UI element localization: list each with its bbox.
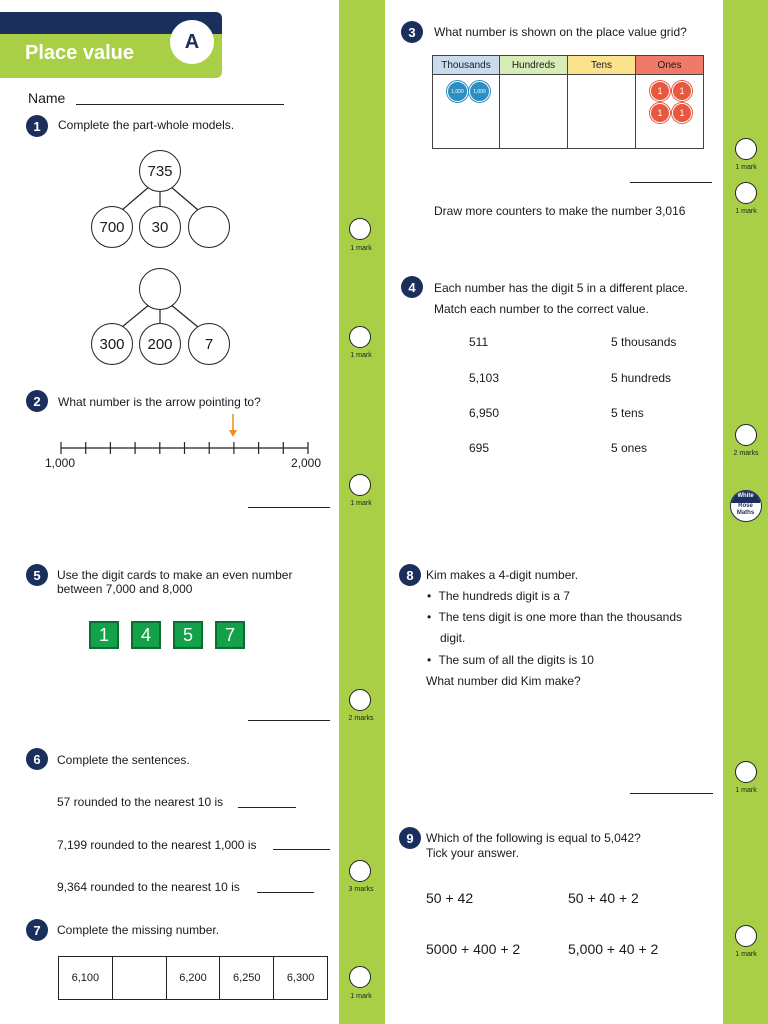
ones-counter: 1 xyxy=(672,103,692,123)
grid-header-thousands: Thousands xyxy=(433,56,500,75)
q7-mark-label: 1 mark xyxy=(350,993,372,1000)
digit-card-5[interactable]: 5 xyxy=(173,621,203,649)
q3-mark-label: 1 mark xyxy=(735,164,757,171)
grid-cell-hundreds[interactable] xyxy=(500,75,568,148)
place-value-grid xyxy=(432,55,704,149)
match-number-3[interactable]: 6,950 xyxy=(469,406,500,420)
q8-bullet-1-text: The hundreds digit is a 7 xyxy=(438,589,570,603)
q2-mark-box[interactable] xyxy=(349,474,371,496)
q3-draw-prompt: Draw more counters to make the number 3,016 xyxy=(434,204,686,218)
grid-cell-tens[interactable] xyxy=(568,75,636,148)
match-number-1[interactable]: 511 xyxy=(469,335,489,349)
grid-cell-ones[interactable] xyxy=(636,75,703,148)
digit-card-1[interactable]: 1 xyxy=(89,621,119,649)
q9-option-1[interactable]: 50 + 42 xyxy=(426,890,474,906)
track-cell: 6,100 xyxy=(59,957,113,999)
q8-question: What number did Kim make? xyxy=(426,674,581,688)
thousands-counter: 1,000 xyxy=(447,81,468,102)
model1-part-2: 30 xyxy=(139,206,181,248)
q8-mark-label: 1 mark xyxy=(735,787,757,794)
q3-mark-box[interactable] xyxy=(735,138,757,160)
q9-option-4[interactable]: 5,000 + 40 + 2 xyxy=(568,941,659,957)
q5-prompt-line2: between 7,000 and 8,000 xyxy=(57,582,193,596)
match-value-2[interactable]: 5 hundreds xyxy=(611,371,672,385)
q1-number: 1 xyxy=(26,115,48,137)
q6-answer-1[interactable] xyxy=(238,807,296,808)
q8-mark-box[interactable] xyxy=(735,761,757,783)
q2-answer-line[interactable] xyxy=(248,507,330,508)
number-track xyxy=(58,956,328,1000)
q6-mark-box[interactable] xyxy=(349,860,371,882)
number-line xyxy=(50,410,320,460)
q6-mark-label: 3 marks xyxy=(348,886,374,893)
logo-line-2: Rose xyxy=(738,503,753,509)
numberline-start-label: 1,000 xyxy=(45,456,76,470)
q1b-mark-box[interactable] xyxy=(349,326,371,348)
q6-answer-2[interactable] xyxy=(273,849,330,850)
white-rose-maths-logo xyxy=(730,490,762,522)
track-cell: 6,300 xyxy=(286,972,315,984)
q8-number: 8 xyxy=(399,564,421,586)
q4-mark-label: 2 marks xyxy=(733,450,759,457)
q1-mark-box[interactable] xyxy=(349,218,371,240)
model1-whole: 735 xyxy=(139,150,181,192)
q8-bullet-1: • The hundreds digit is a 7 xyxy=(427,589,570,603)
q4-number: 4 xyxy=(401,276,423,298)
q1-mark-label: 1 mark xyxy=(350,245,372,252)
q3-answer-line[interactable] xyxy=(630,182,712,183)
grid-header-tens: Tens xyxy=(568,56,636,75)
ones-counter: 1 xyxy=(672,81,692,101)
q2-mark-label: 1 mark xyxy=(350,500,372,507)
q8-answer-line[interactable] xyxy=(630,793,713,794)
q7-mark-box[interactable] xyxy=(349,966,371,988)
q6-answer-3[interactable] xyxy=(257,892,314,893)
q3b-mark-box[interactable] xyxy=(735,182,757,204)
q7-prompt: Complete the missing number. xyxy=(57,923,220,937)
q5-prompt-line1: Use the digit cards to make an even number xyxy=(57,568,293,582)
grid-header-ones: Ones xyxy=(636,56,703,75)
q3-number: 3 xyxy=(401,21,423,43)
name-label: Name xyxy=(28,90,66,106)
track-cell-missing[interactable] xyxy=(113,957,167,999)
q2-prompt: What number is the arrow pointing to? xyxy=(58,395,261,409)
q9-mark-label: 1 mark xyxy=(735,951,757,958)
grid-cell-thousands[interactable] xyxy=(433,75,500,148)
q3b-mark-label: 1 mark xyxy=(735,208,757,215)
q1b-mark-label: 1 mark xyxy=(350,352,372,359)
model1-part-3[interactable] xyxy=(188,206,230,248)
page-title: Place value xyxy=(25,42,134,64)
q9-number: 9 xyxy=(399,827,421,849)
q8-bullet-2-text: The tens digit is one more than the thousands xyxy=(438,610,683,624)
match-value-3[interactable]: 5 tens xyxy=(611,406,644,420)
q3-prompt: What number is shown on the place value grid? xyxy=(434,25,687,39)
match-value-1[interactable]: 5 thousands xyxy=(611,335,677,349)
q8-bullet-3: • The sum of all the digits is 10 xyxy=(427,653,594,667)
model2-part-2: 200 xyxy=(139,323,181,365)
q6-sentence-1: 57 rounded to the nearest 10 is xyxy=(57,795,224,809)
model2-whole[interactable] xyxy=(139,268,181,310)
q5-mark-box[interactable] xyxy=(349,689,371,711)
q4-prompt-line1: Each number has the digit 5 in a different place. xyxy=(434,281,688,295)
numberline-end-label: 2,000 xyxy=(291,456,322,470)
q8-bullet-3-text: The sum of all the digits is 10 xyxy=(438,653,594,667)
q9-prompt-line1: Which of the following is equal to 5,042? xyxy=(426,831,641,845)
model2-part-3: 7 xyxy=(188,323,230,365)
q8-bullet-2: • The tens digit is one more than the thousands xyxy=(427,610,683,624)
digit-card-4[interactable]: 4 xyxy=(131,621,161,649)
thousands-counter: 1,000 xyxy=(469,81,490,102)
q4-prompt-line2: Match each number to the correct value. xyxy=(434,302,649,316)
ones-counter: 1 xyxy=(650,81,670,101)
model1-part-1: 700 xyxy=(91,206,133,248)
q5-mark-label: 2 marks xyxy=(348,715,374,722)
q9-option-3[interactable]: 5000 + 400 + 2 xyxy=(426,941,521,957)
q1-prompt: Complete the part-whole models. xyxy=(58,118,235,132)
match-number-4[interactable]: 695 xyxy=(469,441,490,455)
q6-number: 6 xyxy=(26,748,48,770)
digit-card-7[interactable]: 7 xyxy=(215,621,245,649)
q5-answer-line[interactable] xyxy=(248,720,330,721)
q9-prompt-line2: Tick your answer. xyxy=(426,846,519,860)
q5-number: 5 xyxy=(26,564,48,586)
logo-line-1: White xyxy=(737,493,754,499)
arrow-head-icon xyxy=(229,430,237,437)
match-value-4[interactable]: 5 ones xyxy=(611,441,648,455)
q4-mark-box[interactable] xyxy=(735,424,757,446)
track-cell: 6,250 xyxy=(220,957,274,999)
q9-mark-box[interactable] xyxy=(735,925,757,947)
match-number-2[interactable]: 5,103 xyxy=(469,371,500,385)
q9-option-2[interactable]: 50 + 40 + 2 xyxy=(568,890,639,906)
q6-sentence-3: 9,364 rounded to the nearest 10 is xyxy=(57,880,240,894)
track-cell: 6,200 xyxy=(167,957,221,999)
q8-prompt: Kim makes a 4-digit number. xyxy=(426,568,579,582)
logo-line-3: Maths xyxy=(736,510,755,516)
grid-header-hundreds: Hundreds xyxy=(500,56,568,75)
q8-bullet-2-cont: digit. xyxy=(440,631,466,645)
q6-sentence-2: 7,199 rounded to the nearest 1,000 is xyxy=(57,838,257,852)
q7-number: 7 xyxy=(26,919,48,941)
ones-counter: 1 xyxy=(650,103,670,123)
model2-part-1: 300 xyxy=(91,323,133,365)
q6-prompt: Complete the sentences. xyxy=(57,753,190,767)
version-letter: A xyxy=(184,30,200,53)
q2-number: 2 xyxy=(26,390,48,412)
